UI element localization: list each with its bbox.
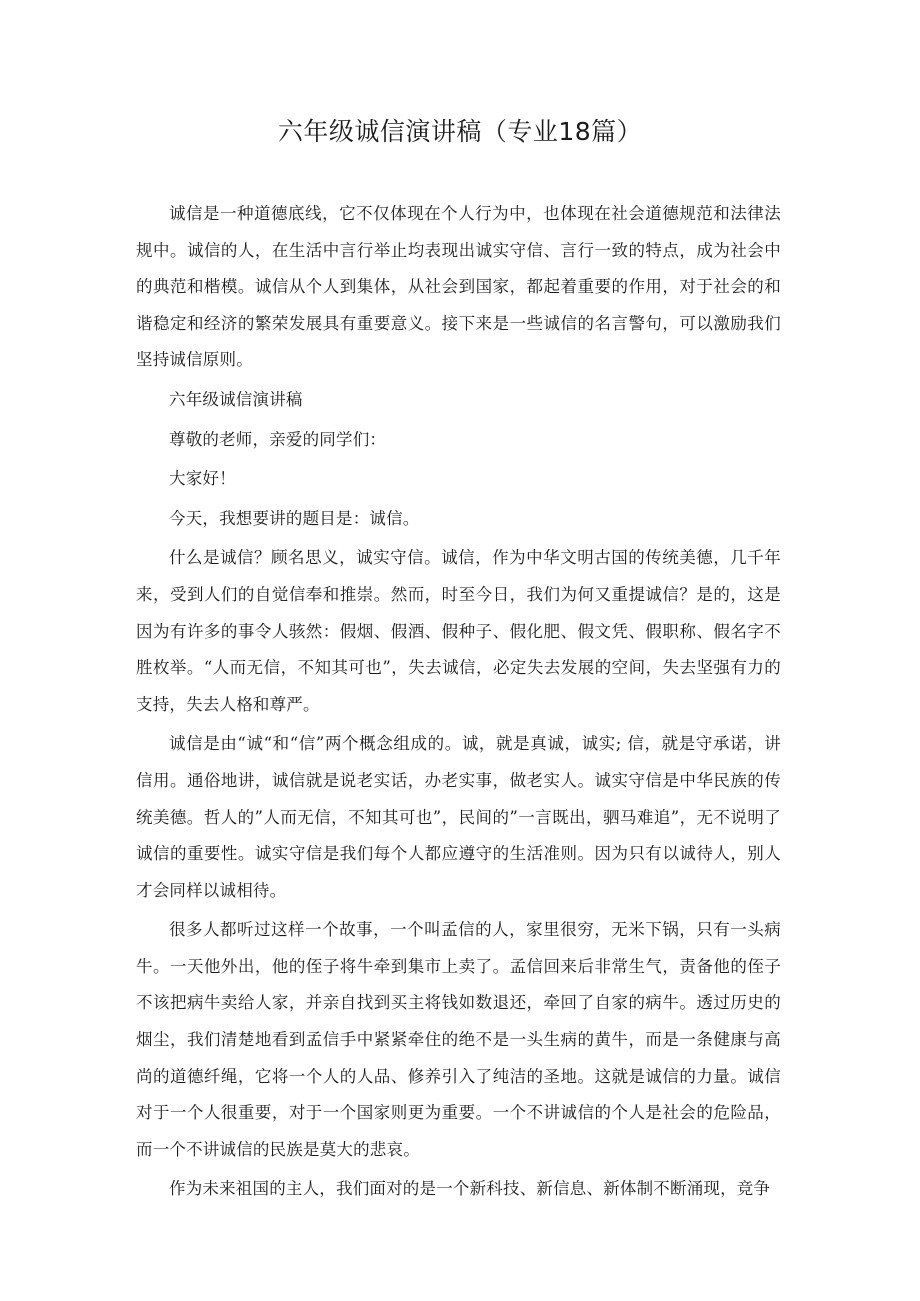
speech-heading: 六年级诚信演讲稿 — [169, 389, 303, 409]
body-paragraph: 诚信是由“诚“和“信”两个概念组成的。诚，就是真诚，诚实; 信，就是守承诺，讲信用。通俗地讲，诚信就是说老实话，办老实事，做老实人。诚实守信是中华民族的传统美德。哲人的”人而无信，不知其可也”，民间的”一言既出，驷马难追”，无不说明了诚信的重要性。诚实守信是我们每个人都应遵守的生活准则。因为只有以诚待人，别人才会同样以诚相待。 — [136, 734, 781, 900]
document-body — [136, 196, 781, 1211]
document-title: 六年级诚信演讲稿（专业18篇） — [277, 117, 643, 146]
salutation: 尊敬的老师，亲爱的同学们： — [169, 429, 387, 449]
body-paragraph: 作为未来祖国的主人，我们面对的是一个新科技、新信息、新体制不断涌现，竞争 — [169, 1179, 771, 1199]
topic-line: 今天，我想要讲的题目是：诚信。 — [169, 508, 420, 528]
body-paragraph: 很多人都听过这样一个故事，一个叫孟信的人，家里很穷，无米下锅，只有一头病牛。一天他外出，他的侄子将牛牵到集市上卖了。孟信回来后非常生气，责备他的侄子不该把病牛卖给人家，并亲自找到买主将钱如数退还，牵回了自家的病牛。透过历史的烟尘，我们清楚地看到孟信手中紧紧牵住的绝不是一头生病的黄牛，而是一条健康与高尚的道德纤绳，它将一个人的人品、修养引入了纯洁的圣地。这就是诚信的力量。诚信对于一个人很重要，对于一个国家则更为重要。一个不讲诚信的个人是社会的危险品，而一个不讲诚信的民族是莫大的悲哀。 — [136, 920, 781, 1159]
intro-paragraph: 诚信是一种道德底线，它不仅体现在个人行为中，也体现在社会道德规范和法律法规中。诚信的人，在生活中言行举止均表现出诚实守信、言行一致的特点，成为社会中的典范和楷模。诚信从个人到集体，从社会到国家，都起着重要的作用，对于社会的和谐稳定和经济的繁荣发展具有重要意义。接下来是一些诚信的名言警句，可以激励我们坚持诚信原则。 — [136, 204, 781, 370]
body-paragraph: 什么是诚信？顾名思义，诚实守信。诚信，作为中华文明古国的传统美德，几千年来，受到人们的自觉信奉和推崇。然而，时至今日，我们为何又重提诚信？是的，这是因为有许多的事令人骇然：假烟、假酒、假种子、假化肥、假文凭、假职称、假名字不胜枚举。“人而无信，不知其可也”，失去诚信，必定失去发展的空间，失去坚强有力的支持，失去人格和尊严。 — [136, 548, 781, 714]
greeting: 大家好！ — [169, 469, 236, 489]
